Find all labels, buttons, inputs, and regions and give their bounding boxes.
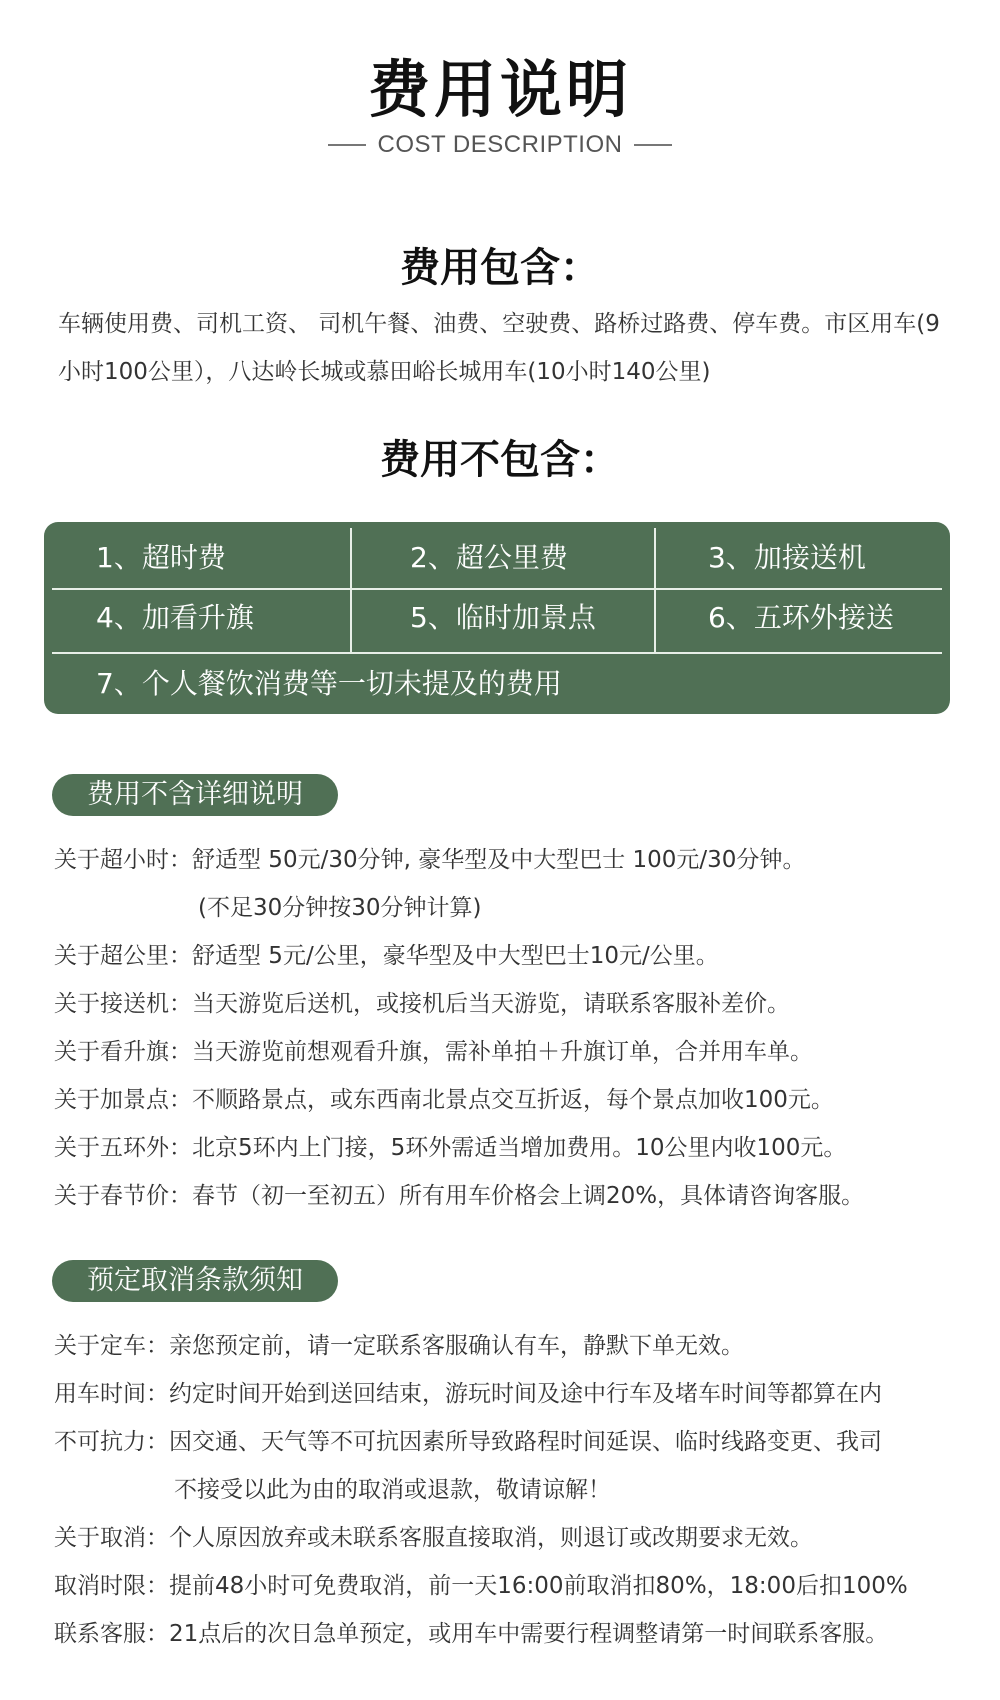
cancellation-list [54,1322,984,1658]
detail-text: 当天游览后送机，或接机后当天游览，请联系客服补差价。 [192,991,790,1017]
cancellation-label: 取消时限： [54,1573,169,1599]
excluded-item: 6、五环外接送 [708,601,894,634]
cancellation-text: 因交通、天气等不可抗因素所导致路程时间延误、临时线路变更、我司 [169,1429,882,1455]
cancellation-label: 不可抗力： [54,1429,169,1455]
detail-row [54,1028,984,1076]
detail-label: 关于加景点： [54,1087,192,1113]
cancellation-text: 约定时间开始到送回结束，游玩时间及途中行车及堵车时间等都算在内 [169,1381,882,1407]
cancellation-label: 联系客服： [54,1621,169,1647]
excluded-heading: 费用不包含： [380,437,620,483]
page-title: 费用说明 [367,53,632,126]
table-divider [52,652,942,654]
detail-row [54,1124,984,1172]
detail-row [54,980,984,1028]
cancellation-text: 提前48小时可免费取消，前一天16:00前取消扣80%，18:00后扣100% [169,1573,908,1599]
excluded-table [44,522,950,714]
excluded-item: 2、超公里费 [410,541,568,574]
detail-label: 关于春节价： [54,1183,192,1209]
detail-row [54,884,984,932]
cancellation-label: 用车时间： [54,1381,169,1407]
detail-text: 春节（初一至初五）所有用车价格会上调20%，具体请咨询客服。 [192,1183,865,1209]
cancellation-row [54,1514,984,1562]
details-tag: 费用不含详细说明 [52,774,338,816]
cancellation-row [54,1418,984,1466]
detail-label: 关于接送机： [54,991,192,1017]
excluded-item: 5、临时加景点 [410,601,596,634]
detail-label: 关于超公里： [54,943,192,969]
included-line: 小时100公里），八达岭长城或慕田峪长城用车(10小时140公里) [58,359,711,385]
cancellation-row [54,1562,984,1610]
details-list [54,836,984,1220]
excluded-item: 3、加接送机 [708,541,866,574]
cancellation-row [54,1466,984,1514]
detail-row [54,932,984,980]
cancellation-text: 亲您预定前，请一定联系客服确认有车，静默下单无效。 [169,1333,744,1359]
cancellation-row [54,1322,984,1370]
cancellation-tag: 预定取消条款须知 [52,1260,338,1302]
included-line: 车辆使用费、司机工资、 司机午餐、油费、空驶费、路桥过路费、停车费。市区用车(9 [58,311,940,337]
detail-text: 舒适型 5元/公里，豪华型及中大型巴士10元/公里。 [192,943,719,969]
detail-label: 关于超小时： [54,847,192,873]
detail-text: (不足30分钟按30分钟计算) [198,895,482,921]
subtitle-right-divider [634,144,672,146]
cancellation-label: 关于取消： [54,1525,169,1551]
detail-text: 当天游览前想观看升旗，需补单拍＋升旗订单，合并用车单。 [192,1039,813,1065]
cancellation-text: 不接受以此为由的取消或退款，敬请谅解！ [174,1477,611,1503]
cancellation-text: 21点后的次日急单预定，或用车中需要行程调整请第一时间联系客服。 [169,1621,889,1647]
detail-text: 不顺路景点，或东西南北景点交互折返，每个景点加收100元。 [192,1087,834,1113]
cancellation-label: 关于定车： [54,1333,169,1359]
cancellation-row [54,1610,984,1658]
excluded-item: 1、超时费 [96,541,226,574]
detail-label: 关于看升旗： [54,1039,192,1065]
included-description [58,300,1000,396]
cancellation-row [54,1370,984,1418]
detail-text: 北京5环内上门接，5环外需适当增加费用。10公里内收100元。 [192,1135,847,1161]
detail-text: 舒适型 50元/30分钟, 豪华型及中大型巴士 100元/30分钟。 [192,847,806,873]
detail-row [54,1076,984,1124]
page-subtitle: COST DESCRIPTION [377,131,623,158]
detail-label: 关于五环外： [54,1135,192,1161]
detail-row [54,836,984,884]
excluded-item: 7、个人餐饮消费等一切未提及的费用 [96,667,562,700]
cancellation-text: 个人原因放弃或未联系客服直接取消，则退订或改期要求无效。 [169,1525,813,1551]
subtitle-row [0,130,1000,160]
subtitle-left-divider [328,144,366,146]
detail-row [54,1172,984,1220]
included-heading: 费用包含： [400,245,600,291]
excluded-item: 4、加看升旗 [96,601,254,634]
